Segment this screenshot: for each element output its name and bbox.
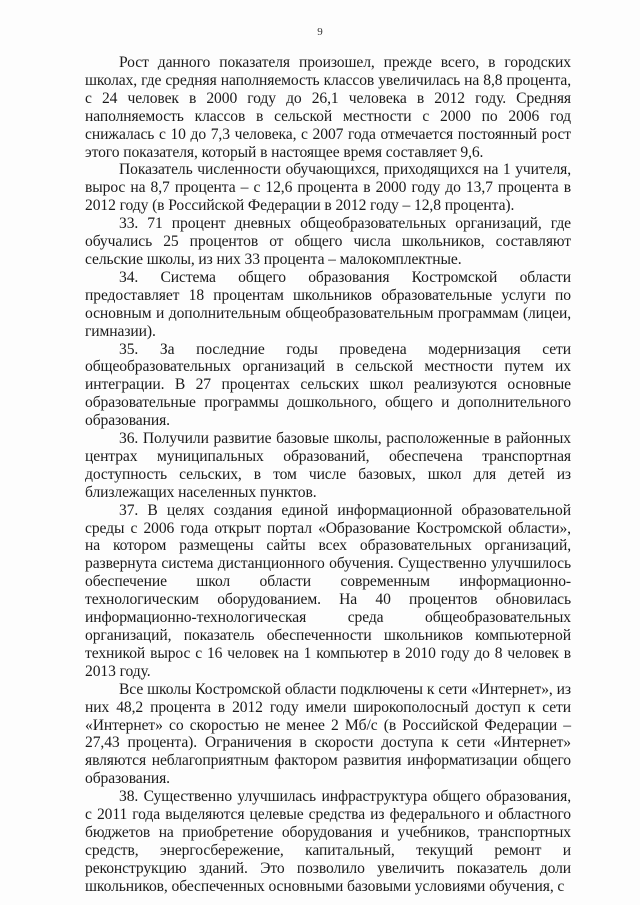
paragraph: Показатель численности обучающихся, приходящихся на 1 учителя, вырос на 8,7 процента – с 12,6 процента в 2000 году до 13,7 процента в 2012 году (в Российской Федерации в 2012 году – 12,8 процента). (85, 161, 571, 215)
paragraph: Рост данного показателя произошел, прежде всего, в городских школах, где средняя наполняемость классов увеличилась на 8,8 процента, с 24 человек в 2000 году до 26,1 человека в 2012 году. Средняя наполняемость классов в сельской местности с 2000 по 2006 год снижалась с 10 до 7,3 человека, с 2007 года отмечается постоянный рост этого показателя, который в настоящее время составляет 9,6. (85, 54, 571, 161)
document-body (85, 54, 571, 896)
paragraph: 37. В целях создания единой информационной образовательной среды с 2006 года открыт портал «Образование Костромской области», на котором размещены сайты всех образовательных организаций, развернута система дистанционного обучения. Существенно улучшилось обеспечение школ области современным информационно-технологическим оборудованием. На 40 процентов обновилась информационно-технологическая среда общеобразовательных организаций, показатель обеспеченности школьников компьютерной техникой вырос с 16 человек на 1 компьютер в 2010 году до 8 человек в 2013 году. (85, 501, 571, 680)
paragraph: 34. Система общего образования Костромской области предоставляет 18 процентам школьников образовательные услуги по основным и дополнительным общеобразовательным программам (лицеи, гимназии). (85, 268, 571, 340)
paragraph: 35. За последние годы проведена модернизация сети общеобразовательных организаций в сельской местности путем их интеграции. В 27 процентах сельских школ реализуются основные образовательные программы дошкольного, общего и дополнительного образования. (85, 340, 571, 430)
page-number: 9 (317, 26, 323, 38)
paragraph: Все школы Костромской области подключены к сети «Интернет», из них 48,2 процента в 2012 году имели широкополосный доступ к сети «Интернет» со скоростью не менее 2 Мб/с (в Российской Федерации – 27,43 процента). Ограничения в скорости доступа к сети «Интернет» являются неблагоприятным фактором развития информатизации общего образования. (85, 680, 571, 788)
paragraph: 33. 71 процент дневных общеобразовательных организаций, где обучались 25 процентов от общего числа школьников, составляют сельские школы, из них 33 процента – малокомплектные. (85, 215, 571, 268)
paragraph: 36. Получили развитие базовые школы, расположенные в районных центрах муниципальных образований, обеспечена транспортная доступность сельских, в том числе базовых, школ для детей из близлежащих населенных пунктов. (85, 430, 571, 501)
paragraph: 38. Существенно улучшилась инфраструктура общего образования, с 2011 года выделяются целевые средства из федерального и областного бюджетов на приобретение оборудования и учебников, транспортных средств, энергосбережение, капитальный, текущий ремонт и реконструкцию зданий. Это позволило увеличить показатель доли школьников, обеспеченных основными базовыми условиями обучения, с (85, 788, 571, 895)
